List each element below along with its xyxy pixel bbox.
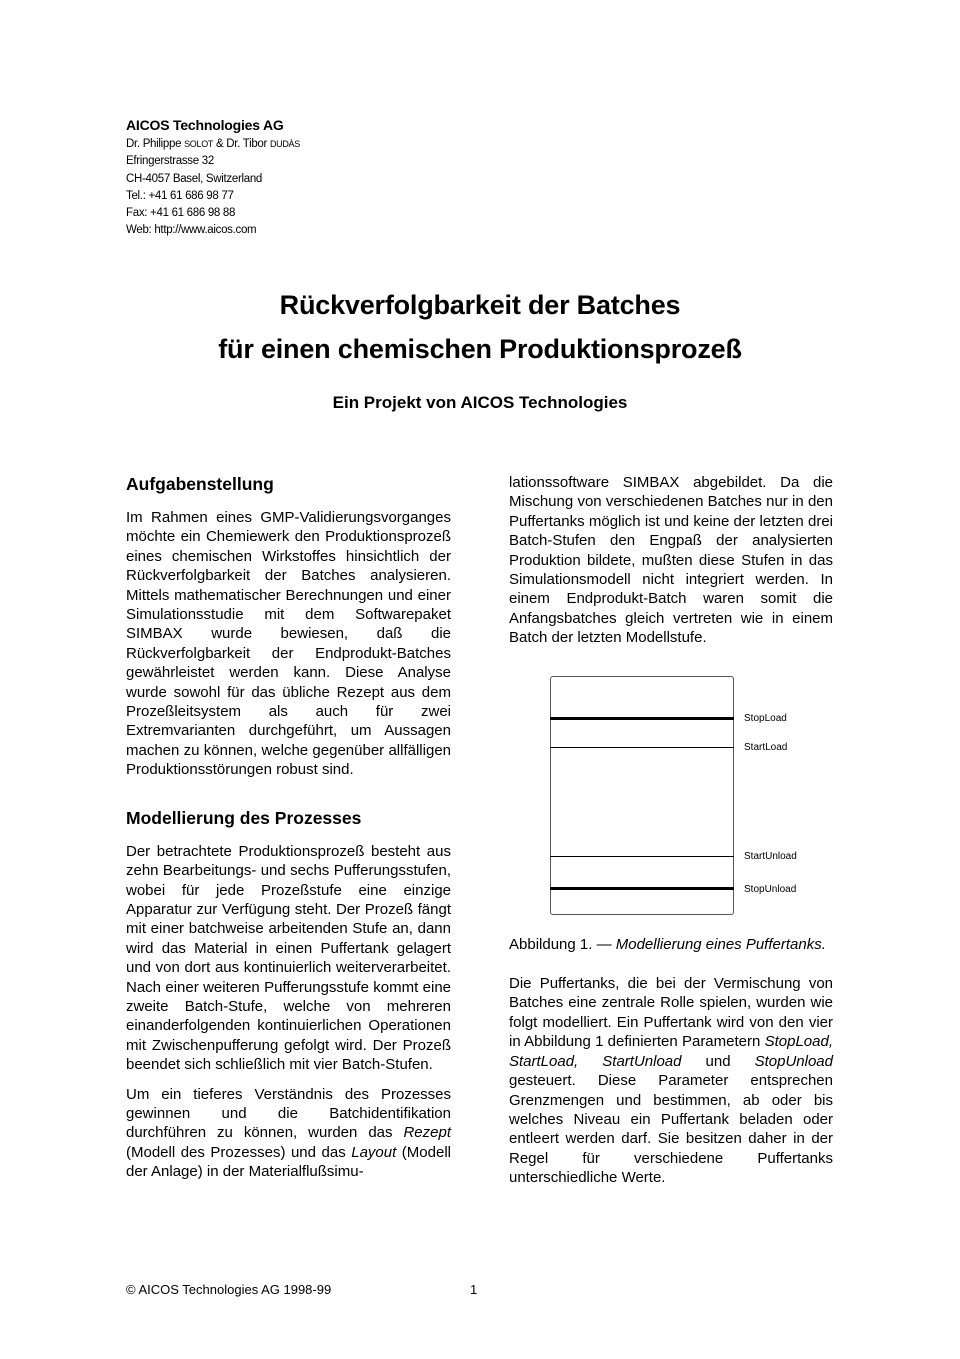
text-run [578,1053,602,1070]
text-run: (Modell des Prozesses) und das [126,1143,352,1161]
caption-label: Abbildung 1. — [509,935,616,953]
document-subtitle: Ein Projekt von AICOS Technologies [332,393,628,412]
section-heading-aufgabenstellung: Aufgabenstellung [126,474,274,494]
page-number: 1 [470,1282,478,1297]
website: Web: http://www.aicos.com [126,224,257,237]
document-title [0,283,960,371]
startload-label: StartLoad [744,741,788,753]
paragraph: lationssoftware SIMBAX abgebildet. Da die Mischung von verschiedenen Batches nur in den Puffertanks möglich ist und keine der letzten drei Batch-Stufen den Engpaß der analysierten Produktion bildete, mußten diese Stufen in das Simulationsmodell nicht integriert werden. In einem Endprodukt-Batch waren somit die Anfangsbatches gleich vertreten wie in einem Batch der letzten Modellstufe. [509,474,833,647]
fax: Fax: +41 61 686 98 88 [126,207,236,220]
emphasis-stopload: StopLoad, [764,1033,833,1051]
text-run: Um ein tieferes Verständnis des Prozesses gewinnen und die Batchidentifikation durchführen zu können, wurden das [126,1085,451,1142]
title-line-2: für einen chemischen Produktionsprozeß [218,334,742,364]
stopload-level-line [550,717,734,720]
paragraph [509,974,833,1187]
startunload-label: StartUnload [744,850,797,862]
paragraph: Im Rahmen eines GMP-Validierungsvorganges möchte ein Chemiewerk den Produktionsprozeß eines chemischen Wirkstoffes hinsichtlich der Rückverfolgbarkeit der Batches analysieren. Mittels mathematischer Berechnungen und einer Simulationsstudie mit dem Softwarepaket SIMBAX wurde bewiesen, daß die Rückverfolgbarkeit der Endprodukt-Batches gewährleistet werden kann. Diese Analyse wurde sowohl für das übliche Rezept aus dem Prozeßleitsystem als auch für zwei Extremvarianten durchgeführt, um Aussagen machen zu können, welche gegenüber allfälligen Produktionsstörungen robust sind. [126,509,451,779]
text-run: Die Puffertanks, die bei der Vermischung von Batches eine zentrale Rolle spielen, wurden wie folgt modelliert. Ein Puffertank wird von den vier in Abbildung 1 definierten Parametern [509,975,833,1051]
tank-outline [550,676,734,915]
figure-caption [509,935,833,954]
startload-level-line [550,747,734,748]
emphasis-layout: Layout [351,1143,397,1161]
author-surname-1: SOLOT [184,139,214,149]
stopunload-label: StopUnload [744,883,797,895]
author-prefix: Dr. Philippe [126,138,185,150]
paragraph: Der betrachtete Produktionsprozeß besteht aus zehn Bearbeitungs- und sechs Pufferungsstufen, wobei für jede Prozeßstufe eine einzige Apparatur zur Verfügung steht. Der Prozeß fängt mit einer batchweise arbeitenden Stufe an, dann wird das Material in einen Puffertank gelagert und von dort aus kontinuierlich weiterverarbeitet. Nach einer weiteren Pufferungsstufe kommt eine zweite Batch-Stufe, welche von mehreren einanderfolgenden kontinuierlichen Operationen mit Zwischenpufferung gefolgt wird. Der Prozeß beendet sich schließlich mit vier Batch-Stufen. [126,842,451,1074]
street: Efringerstrasse 32 [126,155,214,168]
emphasis-startunload: StartUnload [602,1052,682,1070]
stopunload-level-line [550,887,734,890]
startunload-level-line [550,856,734,857]
right-column [509,473,833,1198]
city: CH-4057 Basel, Switzerland [126,172,263,185]
buffer-tank-figure [509,676,833,920]
text-run: (Modell der Anlage) in der Materialflußsimu- [126,1143,451,1181]
footer-copyright: © AICOS Technologies AG 1998-99 [126,1282,332,1297]
emphasis-rezept: Rezept [403,1124,451,1142]
section-heading-modellierung: Modellierung des Prozesses [126,807,362,828]
telephone: Tel.: +41 61 686 98 77 [126,189,234,202]
text-run: und [681,1052,755,1070]
author-mid: & Dr. Tibor [213,138,270,150]
text-run: gesteuert. Diese Parameter entsprechen Grenzmengen und bestimmen, ab oder bis welches Niveau ein Puffertank beladen oder entleert werden darf. Sie besitzen daher in der Regel für verschiedene Puffertanks unterschiedliche Werte. [509,1072,833,1187]
emphasis-startload: StartLoad, [509,1052,579,1070]
emphasis-stopunload: StopUnload [754,1052,833,1070]
paragraph [126,1085,451,1182]
company-name: AICOS Technologies AG [126,117,284,133]
letterhead [126,117,526,240]
author-surname-2: DUDÀS [269,139,300,149]
left-column [126,473,451,1192]
title-line-1: Rückverfolgbarkeit der Batches [279,290,681,320]
authors [126,136,526,153]
caption-text: Modellierung eines Puffertanks. [615,935,826,953]
stopload-label: StopLoad [744,712,787,724]
